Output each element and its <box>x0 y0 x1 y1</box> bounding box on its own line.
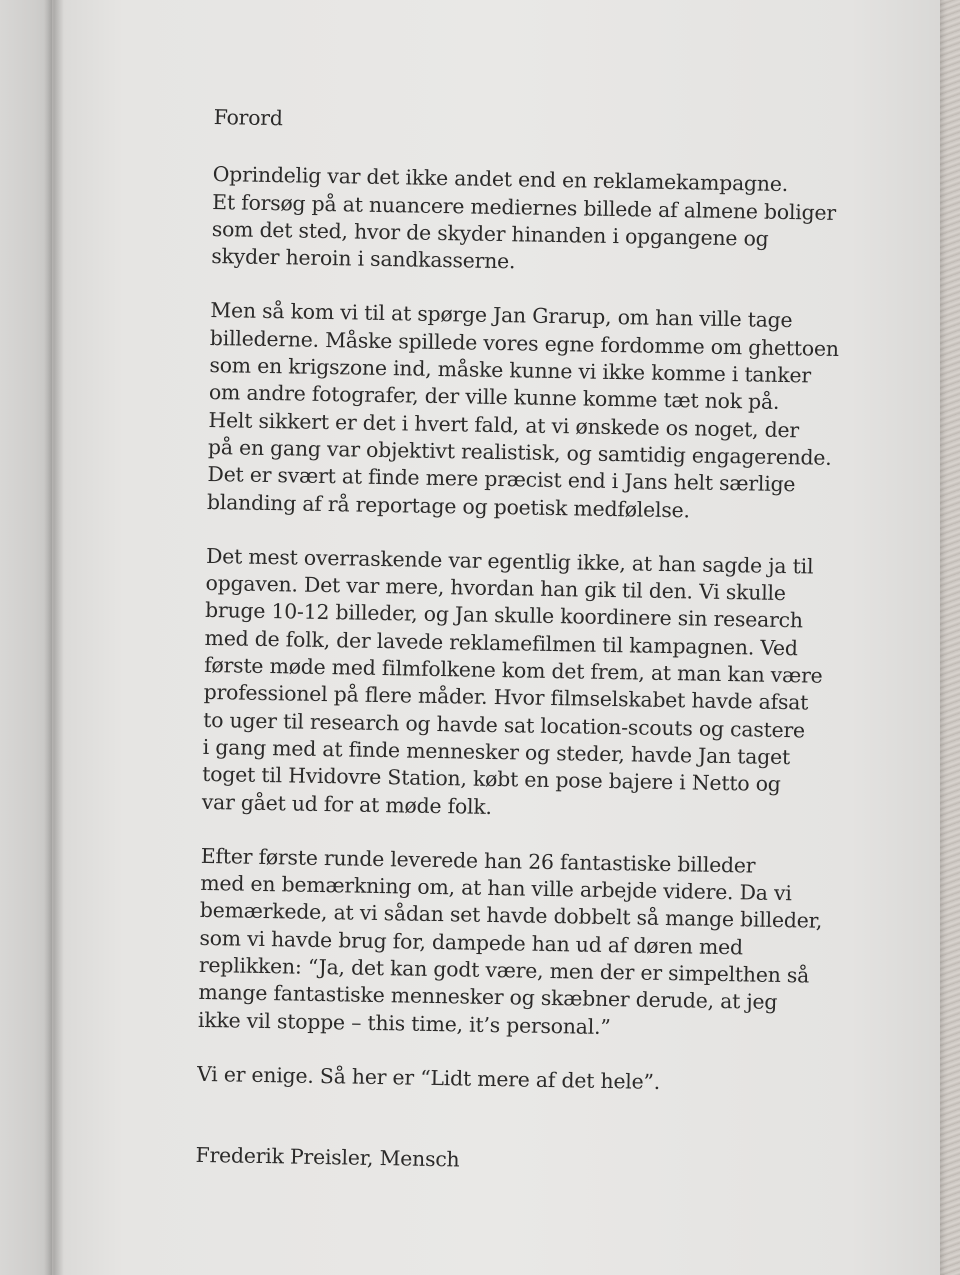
text-line: bemærkede, at vi sådan set havde dobbelt så mange billeder, <box>199 898 823 934</box>
paragraph-1 <box>211 161 837 280</box>
text-line: som vi havde brug for, dampede han ud af døren med <box>199 925 744 960</box>
text-line: på en gang var objektivt realistisk, og samtidig engagerende. <box>207 434 832 470</box>
paragraph-4 <box>197 843 823 1044</box>
text-line: replikken: “Ja, det kan godt være, men der er simpelthen så <box>198 952 810 988</box>
text-line: med en bemærkning om, at han ville arbejde videre. Da vi <box>200 871 792 906</box>
text-line: med de folk, der lavede reklamefilmen til kampagnen. Ved <box>204 625 798 661</box>
text-line: Men så kom vi til at spørge Jan Grarup, om han ville tage <box>210 298 793 333</box>
text-line: opgaven. Det var mere, hvordan han gik til den. Vi skulle <box>205 571 786 606</box>
foreword-text <box>195 104 839 1179</box>
text-line: Helt sikkert er det i hvert fald, at vi ønskede os noget, der <box>208 407 800 442</box>
text-line: blanding af rå reportage og poetisk medfølelse. <box>206 489 690 522</box>
text-line: professionel på flere måder. Hvor filmselskabet havde afsat <box>203 680 809 715</box>
text-line: Et forsøg på at nuancere mediernes billede af almene boliger <box>212 189 837 225</box>
text-line: som det sted, hvor de skyder hinanden i opgangene og <box>211 216 769 251</box>
signature: Frederik Preisler, Mensch <box>195 1143 460 1172</box>
text-line: mange fantastiske mennesker og skæbner derude, at jeg <box>198 980 778 1015</box>
text-line: ikke vil stoppe – this time, it’s personal.” <box>197 1007 611 1039</box>
text-line: var gået ud for at møde folk. <box>201 789 493 819</box>
text-line: første møde med filmfolkene kom det frem, at man kan være <box>203 652 823 688</box>
paragraph-2 <box>206 297 839 525</box>
text-line: Oprindelig var det ikke andet end en reklamekampagne. <box>212 162 789 197</box>
text-line: Det er svært at finde mere præcist end i Jans helt særlige <box>207 462 796 497</box>
book-gutter <box>44 0 64 1275</box>
text-line: i gang med at finde mennesker og steder, havde Jan taget <box>202 734 791 770</box>
text-line: om andre fotografer, der ville kunne komme tæt nok på. <box>208 380 780 415</box>
text-line: billederne. Måske spillede vores egne fordomme om ghettoen <box>209 325 839 361</box>
text-line: Det mest overraskende var egentlig ikke, at han sagde ja til <box>205 543 814 579</box>
text-line: som en krigszone ind, måske kunne vi ikke komme i tanker <box>209 353 812 388</box>
text-line: Efter første runde leverede han 26 fantastiske billeder <box>200 843 756 878</box>
text-line: to uger til research og havde sat location-scouts og castere <box>203 707 806 743</box>
text-line: toget til Hvidovre Station, købt en pose bajere i Netto og <box>202 762 781 797</box>
text-line: bruge 10-12 billeder, og Jan skulle koordinere sin research <box>204 598 803 633</box>
paragraph-3 <box>201 543 823 826</box>
page-heading: Forord <box>213 104 283 131</box>
text-line: skyder heroin i sandkasserne. <box>211 244 516 274</box>
closing-line: Vi er enige. Så her er “Lidt mere af det hele”. <box>196 1061 661 1094</box>
